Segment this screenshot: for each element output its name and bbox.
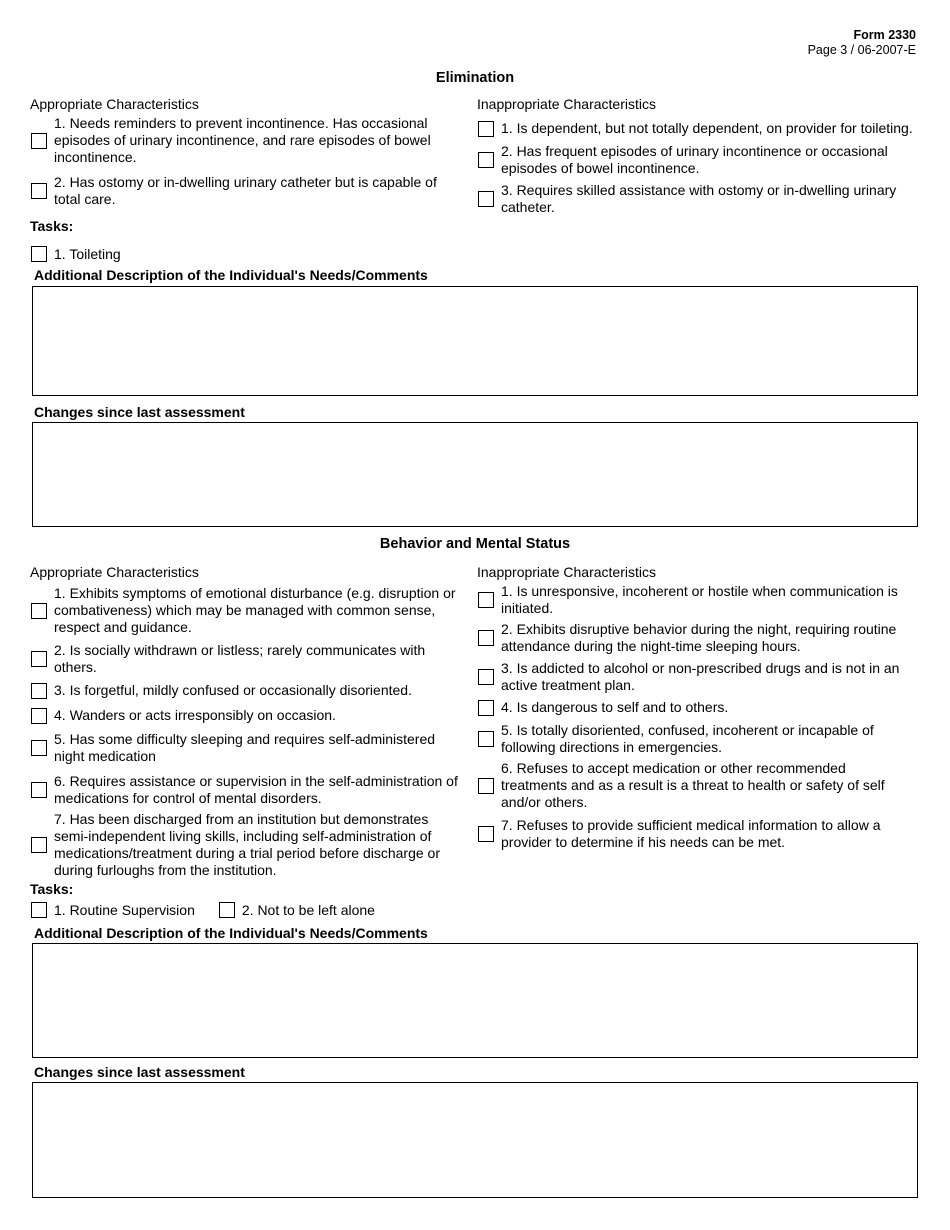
item-label: 1. Is dependent, but not totally dependent, on provider for toileting. [501, 120, 913, 136]
behavior-appropriate-item-2[interactable] [31, 642, 456, 676]
behavior-tasks-label: Tasks: [30, 881, 74, 897]
item-label: 4. Is dangerous to self and to others. [501, 699, 729, 715]
item-label: 2. Has ostomy or in-dwelling urinary catheter but is capable of total care. [54, 174, 437, 207]
task-label: 1. Routine Supervision [54, 902, 195, 918]
task-label: 2. Not to be left alone [241, 902, 375, 918]
behavior-changes-textarea[interactable] [32, 1082, 918, 1198]
checkbox[interactable] [478, 121, 494, 137]
behavior-appropriate-heading: Appropriate Characteristics [30, 564, 199, 580]
elimination-needs-textarea[interactable] [32, 286, 918, 396]
behavior-inappropriate-item-3[interactable] [478, 660, 913, 694]
item-label: 7. Refuses to provide sufficient medical information to allow a provider to determine if his needs can be met. [501, 817, 881, 850]
checkbox[interactable] [478, 826, 494, 842]
behavior-appropriate-item-1[interactable] [31, 585, 466, 636]
behavior-needs-label: Additional Description of the Individual's Needs/Comments [34, 925, 428, 941]
elimination-appropriate-item-2[interactable] [31, 174, 456, 208]
behavior-inappropriate-item-7[interactable] [478, 817, 898, 851]
task-toileting[interactable] [31, 246, 121, 262]
behavior-inappropriate-heading: Inappropriate Characteristics [477, 564, 656, 580]
checkbox[interactable] [31, 782, 47, 798]
task-not-left-alone[interactable] [219, 902, 375, 918]
item-label: 3. Is forgetful, mildly confused or occasionally disoriented. [54, 682, 412, 698]
elimination-appropriate-heading: Appropriate Characteristics [30, 96, 199, 112]
elimination-inappropriate-item-1[interactable] [478, 120, 923, 137]
checkbox[interactable] [478, 152, 494, 168]
behavior-changes-label: Changes since last assessment [34, 1064, 245, 1080]
item-label: 3. Requires skilled assistance with ostomy or in-dwelling urinary catheter. [501, 182, 897, 215]
item-label: 3. Is addicted to alcohol or non-prescribed drugs and is not in an active treatment plan. [501, 660, 900, 693]
checkbox[interactable] [478, 700, 494, 716]
checkbox[interactable] [31, 603, 47, 619]
item-label: 2. Exhibits disruptive behavior during the night, requiring routine attendance during the night-time sleeping hours. [501, 621, 897, 654]
behavior-appropriate-item-3[interactable] [31, 682, 456, 699]
item-label: 2. Is socially withdrawn or listless; rarely communicates with others. [54, 642, 426, 675]
task-routine-supervision[interactable] [31, 902, 195, 918]
elimination-inappropriate-heading: Inappropriate Characteristics [477, 96, 656, 112]
elimination-tasks-label: Tasks: [30, 218, 74, 234]
behavior-inappropriate-item-5[interactable] [478, 722, 898, 756]
item-label: 7. Has been discharged from an institution but demonstrates semi-independent living skills, including self-administration of medications/treatment during a trial period before discharge or during furloughs from the institution. [54, 811, 440, 878]
checkbox[interactable] [478, 669, 494, 685]
checkbox[interactable] [31, 708, 47, 724]
checkbox[interactable] [31, 683, 47, 699]
section-title-elimination: Elimination [435, 70, 515, 86]
behavior-appropriate-item-5[interactable] [31, 731, 456, 765]
checkbox[interactable] [31, 133, 47, 149]
checkbox[interactable] [31, 246, 47, 262]
behavior-appropriate-item-6[interactable] [31, 773, 466, 807]
item-label: 6. Refuses to accept medication or other recommended treatments and as a result is a threat to health or safety of self and/or others. [501, 760, 885, 810]
behavior-inappropriate-item-4[interactable] [478, 699, 913, 716]
elimination-appropriate-item-1[interactable] [31, 115, 456, 166]
page-number: Page 3 / 06-2007-E [807, 43, 916, 57]
elimination-needs-label: Additional Description of the Individual's Needs/Comments [34, 267, 428, 283]
checkbox[interactable] [31, 651, 47, 667]
behavior-inappropriate-item-2[interactable] [478, 621, 913, 655]
checkbox[interactable] [478, 592, 494, 608]
elimination-tasks [31, 246, 145, 262]
behavior-inappropriate-item-6[interactable] [478, 760, 898, 811]
form-number: Form 2330 [853, 28, 916, 42]
elimination-inappropriate-item-3[interactable] [478, 182, 913, 216]
checkbox[interactable] [478, 778, 494, 794]
checkbox[interactable] [219, 902, 235, 918]
section-title-behavior: Behavior and Mental Status [379, 536, 571, 552]
checkbox[interactable] [478, 191, 494, 207]
checkbox[interactable] [31, 183, 47, 199]
elimination-changes-label: Changes since last assessment [34, 404, 245, 420]
item-label: 1. Is unresponsive, incoherent or hostile when communication is initiated. [501, 583, 898, 616]
task-label: 1. Toileting [54, 246, 121, 262]
item-label: 4. Wanders or acts irresponsibly on occasion. [54, 707, 336, 723]
checkbox[interactable] [31, 837, 47, 853]
behavior-appropriate-item-4[interactable] [31, 707, 456, 724]
item-label: 1. Exhibits symptoms of emotional disturbance (e.g. disruption or combativeness) which may be managed with common sense, respect and guidance. [54, 585, 456, 635]
elimination-inappropriate-item-2[interactable] [478, 143, 913, 177]
checkbox[interactable] [478, 731, 494, 747]
behavior-tasks [31, 902, 399, 918]
item-label: 2. Has frequent episodes of urinary incontinence or occasional episodes of bowel incontinence. [501, 143, 888, 176]
behavior-appropriate-item-7[interactable] [31, 811, 456, 879]
elimination-changes-textarea[interactable] [32, 422, 918, 527]
behavior-needs-textarea[interactable] [32, 943, 918, 1058]
item-label: 5. Is totally disoriented, confused, incoherent or incapable of following directions in emergencies. [501, 722, 874, 755]
item-label: 6. Requires assistance or supervision in the self-administration of medications for control of mental disorders. [54, 773, 458, 806]
item-label: 1. Needs reminders to prevent incontinence. Has occasional episodes of urinary incontinence, and rare episodes of bowel incontinence. [54, 115, 431, 165]
checkbox[interactable] [31, 902, 47, 918]
behavior-inappropriate-item-1[interactable] [478, 583, 913, 617]
checkbox[interactable] [478, 630, 494, 646]
item-label: 5. Has some difficulty sleeping and requires self-administered night medication [54, 731, 436, 764]
checkbox[interactable] [31, 740, 47, 756]
